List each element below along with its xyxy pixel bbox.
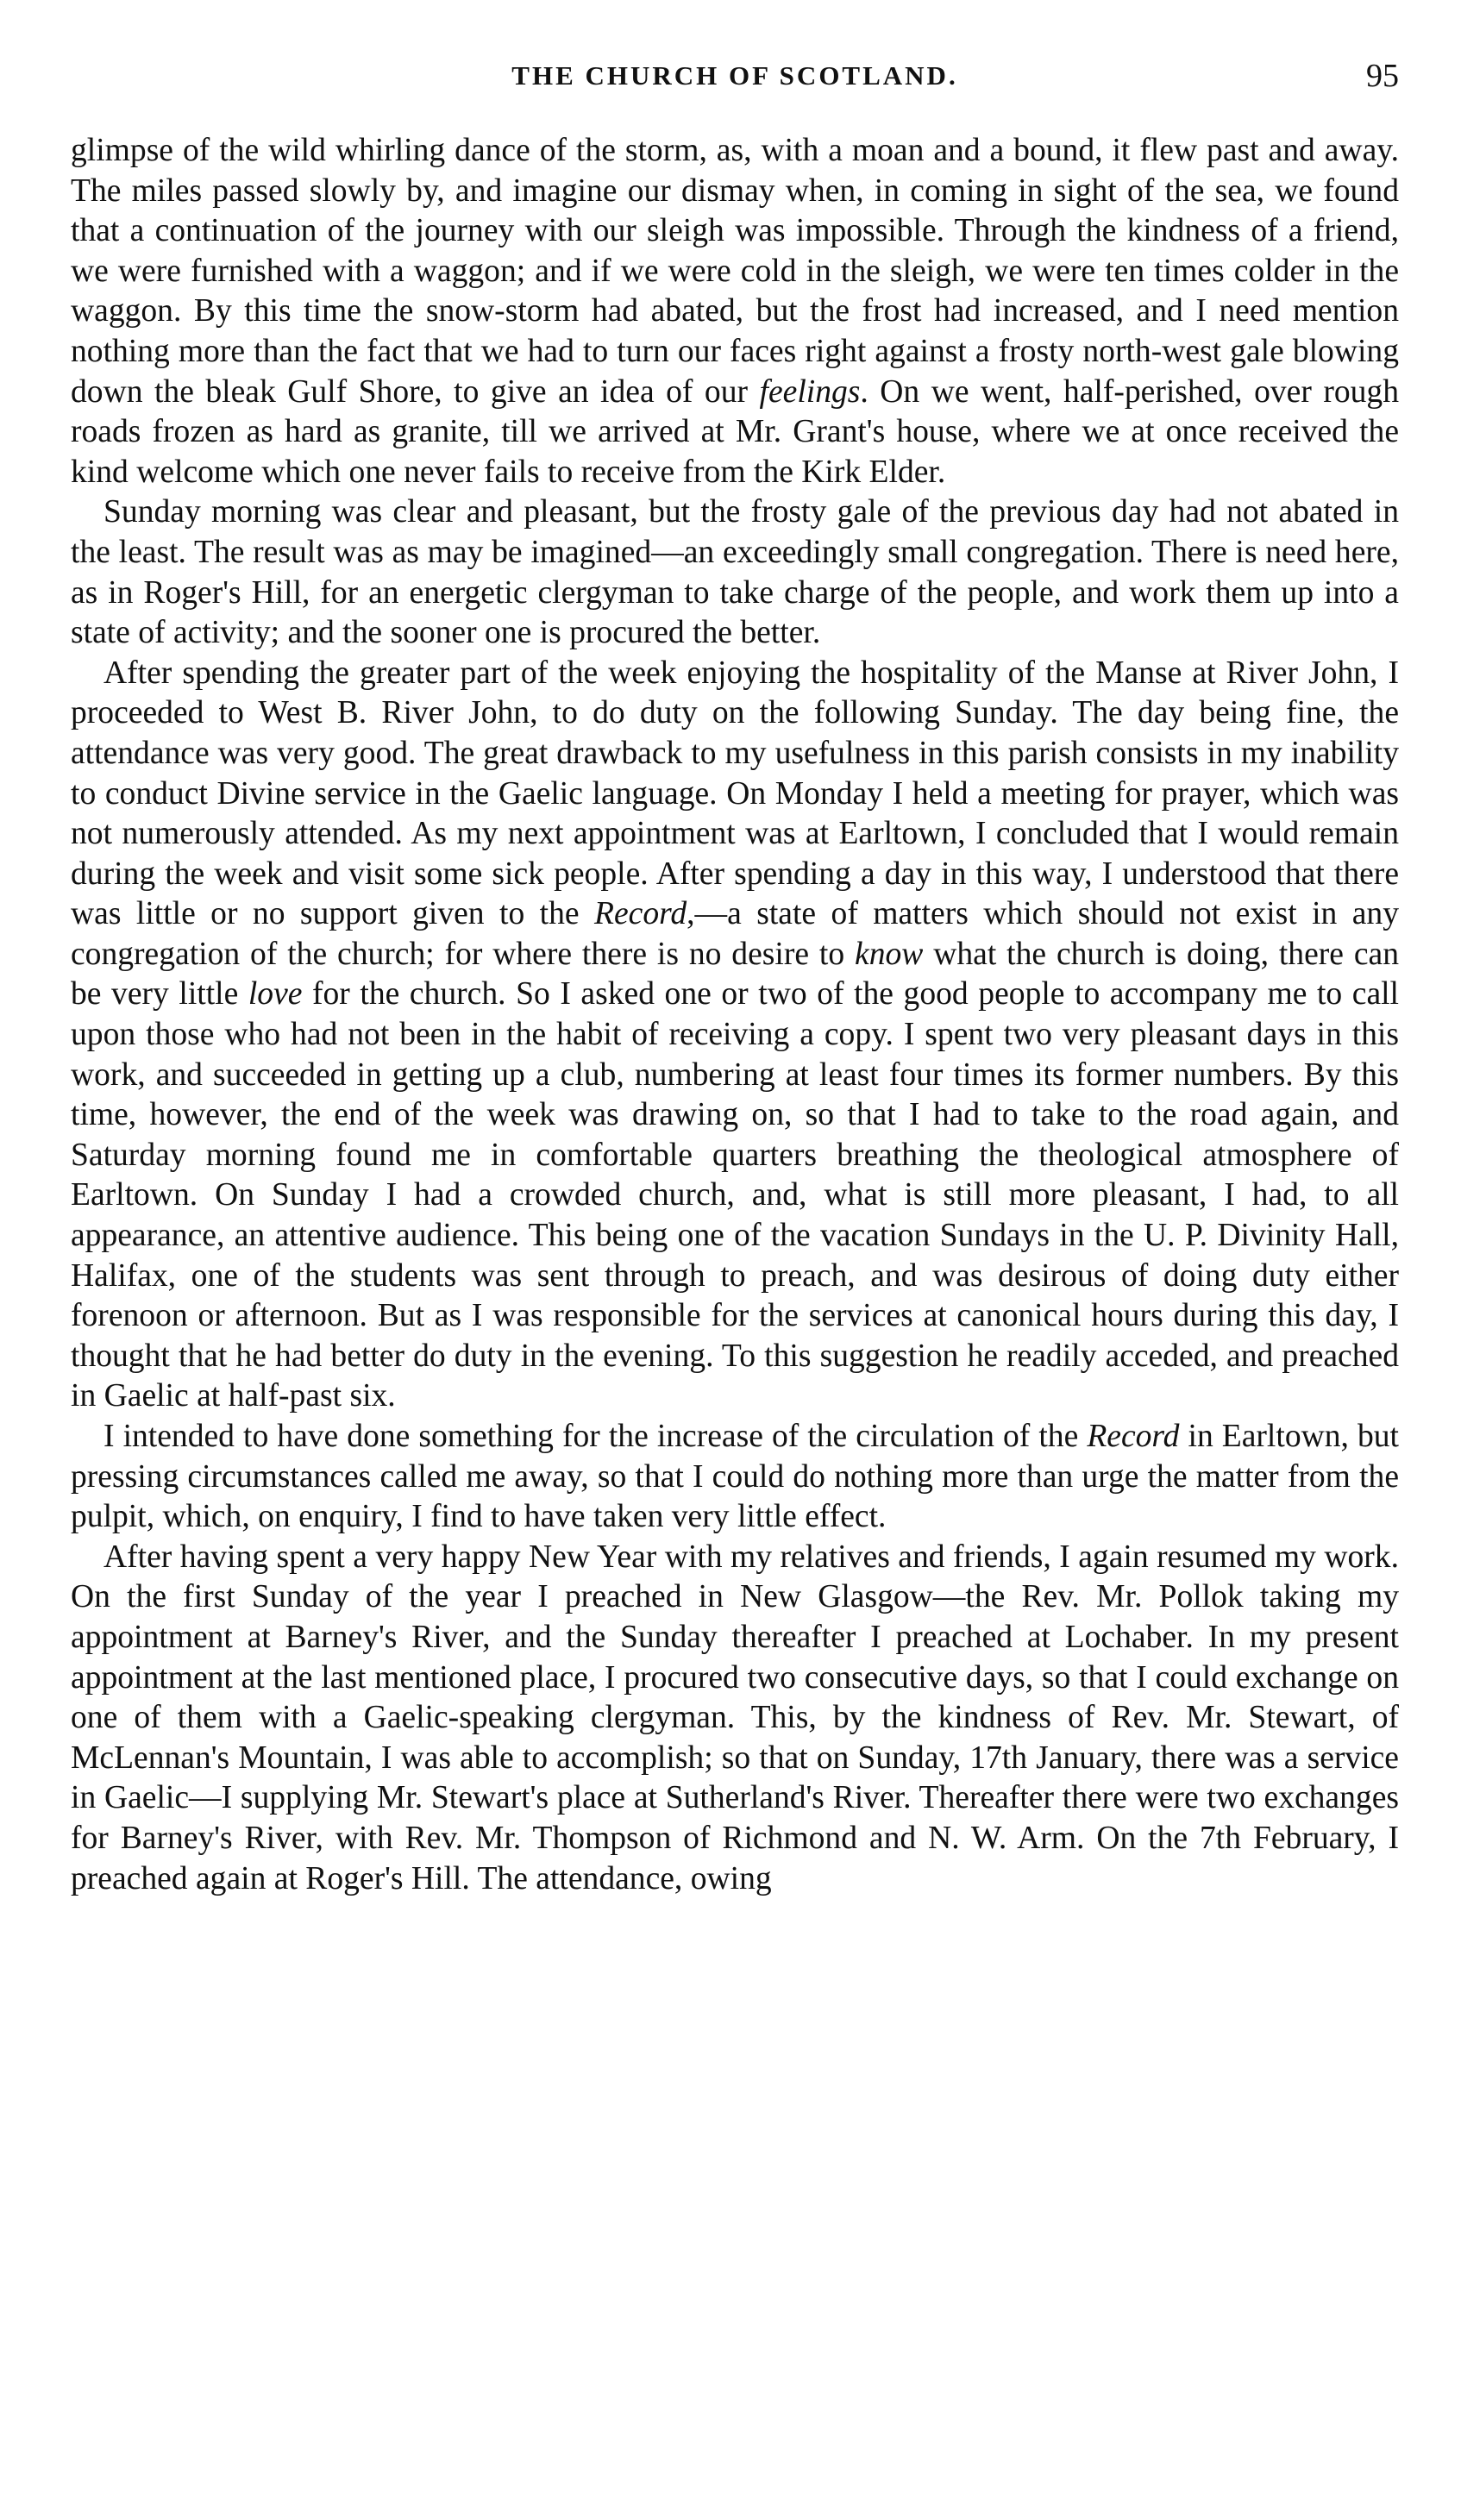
paragraph-3: [71, 654, 1399, 1417]
italic-word: Record: [1087, 1419, 1180, 1454]
text-span: what the church is doing, there can be very little: [71, 936, 1399, 1012]
text-span: Sunday morning was clear and pleasant, but the frosty gale of the previous day had not abated in the least. The result was as may be imagined—an exceedingly small congregation. There is need here, as in Roger's Hill, for an energetic clergyman to take charge of the people, and work them up into a state of activity; and the sooner one is procured the better.: [71, 494, 1399, 651]
body-text: [71, 131, 1399, 1899]
paragraph-1: [71, 131, 1399, 492]
paragraph-2: [71, 492, 1399, 653]
italic-word: love: [248, 976, 303, 1012]
paragraph-4: [71, 1417, 1399, 1538]
text-span: glimpse of the wild whirling dance of the storm, as, with a moan and a bound, it flew past and away. The miles passed slowly by, and imagine our dismay when, in coming in sight of the sea, we found that a continuation of the journey with our sleigh was impossible. Through the kindness of a friend, we were furnished with a waggon; and if we were cold in the sleigh, we were ten times colder in the waggon. By this time the snow-storm had abated, but the frost had increased, and I need mention nothing more than the fact that we had to turn our faces right against a frosty north-west gale blowing down the bleak Gulf Shore, to give an idea of our: [71, 133, 1399, 410]
text-span: After spending the greater part of the week enjoying the hospitality of the Manse at River John, I proceeded to West B. River John, to do duty on the following Sunday. The day being fine, the attendance was very good. The great drawback to my usefulness in this parish consists in my inability to conduct Divine service in the Gaelic language. On Monday I held a meeting for prayer, which was not numerously attended. As my next appointment was at Earltown, I concluded that I would remain during the week and visit some sick people. After spending a day in this way, I understood that there was little or no support given to the: [71, 655, 1399, 932]
page-number: 95: [1366, 58, 1399, 94]
text-span: for the church. So I asked one or two of the good people to accompany me to call upon those who had not been in the habit of receiving a copy. I spent two very pleasant days in this work, and succeeded in getting up a club, numbering at least four times its former numbers. By this time, however, the end of the week was drawing on, so that I had to take to the road again, and Saturday morning found me in comfortable quarters breathing the theological atmosphere of Earltown. On Sunday I had a crowded church, and, what is still more pleasant, I had, to all appearance, an attentive audience. This being one of the vacation Sundays in the U. P. Divinity Hall, Halifax, one of the students was sent through to preach, and was desirous of doing duty either forenoon or afternoon. But as I was responsible for the services at canonical hours during this day, I thought that he had better do duty in the evening. To this suggestion he readily acceded, and preached in Gaelic at half-past six.: [71, 976, 1400, 1414]
text-span: ,—a state of matters which should not exist in any congregation of the church; for where there is no desire to: [71, 896, 1400, 972]
running-title: THE CHURCH OF SCOTLAND.: [511, 60, 958, 91]
italic-word: feelings: [759, 373, 861, 410]
running-head: [71, 60, 1399, 109]
text-span: in Earltown, but pressing circumstances called me away, so that I could do nothing more than urge the matter from the pulpit, which, on enquiry, I find to have taken very little effect.: [71, 1419, 1399, 1535]
text-span: After having spent a very happy New Year with my relatives and friends, I again resumed my work. On the first Sunday of the year I preached in New Glasgow—the Rev. Mr. Pollok taking my appointment at Barney's River, and the Sunday thereafter I preached at Lochaber. In my present appointment at the last mentioned place, I procured two consecutive days, so that I could exchange on one of them with a Gaelic-speaking clergyman. This, by the kindness of Rev. Mr. Stewart, of McLennan's Mountain, I was able to accomplish; so that on Sunday, 17th January, there was a service in Gaelic—I supplying Mr. Stewart's place at Sutherland's River. Thereafter there were two exchanges for Barney's River, with Rev. Mr. Thompson of Richmond and N. W. Arm. On the 7th February, I preached again at Roger's Hill. The attendance, owing: [71, 1539, 1399, 1896]
paragraph-5: [71, 1538, 1399, 1899]
italic-word: Record: [594, 896, 687, 932]
italic-word: know: [855, 936, 924, 972]
book-page: [71, 60, 1399, 1899]
text-span: . On we went, half-perished, over rough roads frozen as hard as granite, till we arrived at Mr. Grant's house, where we at once received the kind welcome which one never fails to receive from the Kirk Elder.: [71, 373, 1400, 490]
text-span: I intended to have done something for the increase of the circulation of the: [103, 1419, 1088, 1454]
